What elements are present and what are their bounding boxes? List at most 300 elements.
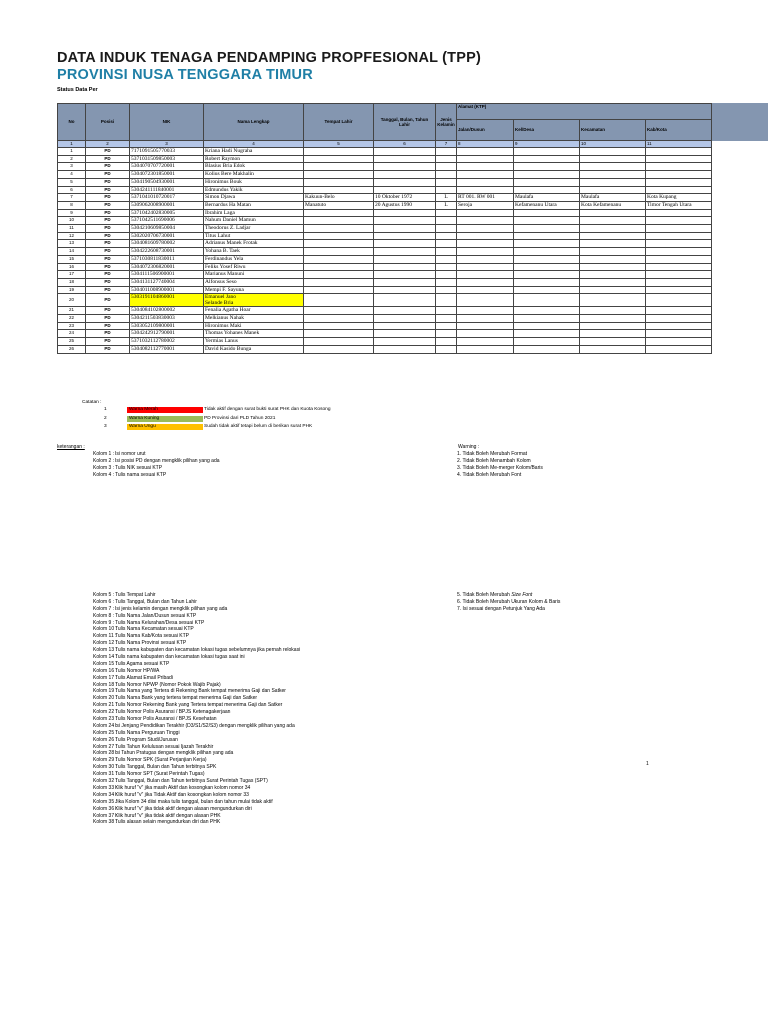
row-kecamatan xyxy=(580,294,646,307)
col-number: 8 xyxy=(457,141,514,148)
row-jalan xyxy=(457,278,514,286)
row-tempat-lahir xyxy=(304,209,374,217)
table-row xyxy=(58,338,712,346)
row-posisi: PD xyxy=(86,294,130,307)
keterangan-kolom: Kolom 16 : xyxy=(93,667,117,674)
keterangan-kolom: Kolom 7 : xyxy=(93,605,115,612)
catatan-title: Catatan : xyxy=(82,400,102,405)
row-jenis-kelamin: L xyxy=(436,194,457,202)
legend-color-box: Warna Ungu xyxy=(127,424,203,430)
col-number: 10 xyxy=(580,141,646,148)
row-posisi: PD xyxy=(86,232,130,240)
row-jenis-kelamin xyxy=(436,232,457,240)
row-nik: 5304072301850001 xyxy=(130,171,204,179)
row-kecamatan xyxy=(580,178,646,186)
keterangan-desc: Tulis Program Studi/Jurusan xyxy=(115,736,178,743)
keterangan-desc: Tulis Nama yang Tertera di Rekening Bank tempat menerima Gaji dan Satker xyxy=(115,688,286,695)
row-tanggal-lahir xyxy=(374,338,436,346)
row-jenis-kelamin xyxy=(436,248,457,256)
row-desa xyxy=(514,322,580,330)
keterangan-desc: Isi Jenjang Pendidikan Terakhir (D3/S1/S2/S3) dengan mengklik pilihan yang ada xyxy=(115,722,295,729)
row-no: 14 xyxy=(58,248,86,256)
keterangan-desc: Tulis Nama Jalan/Dusun sesuai KTP xyxy=(115,612,197,619)
row-tanggal-lahir xyxy=(374,322,436,330)
row-jalan xyxy=(457,307,514,315)
row-nik: 5371042511690006 xyxy=(130,217,204,225)
legend-number: 1 xyxy=(104,407,107,412)
row-kab: Kota Kupang xyxy=(646,194,712,202)
warning-item: 2. Tidak Boleh Menambah Kolom xyxy=(457,457,531,464)
row-tanggal-lahir xyxy=(374,178,436,186)
row-kecamatan xyxy=(580,307,646,315)
table-row xyxy=(58,148,712,156)
warning-list-1 xyxy=(457,451,543,479)
row-posisi: PD xyxy=(86,278,130,286)
row-kab xyxy=(646,178,712,186)
row-desa xyxy=(514,209,580,217)
row-tanggal-lahir: 20 Agustus 1990 xyxy=(374,201,436,209)
row-nik: 5302020706730001 xyxy=(130,232,204,240)
row-no: 22 xyxy=(58,315,86,323)
row-kecamatan xyxy=(580,338,646,346)
keterangan-kolom: Kolom 11 : xyxy=(93,633,117,640)
row-tempat-lahir xyxy=(304,148,374,156)
row-posisi: PD xyxy=(86,315,130,323)
keterangan-desc: Tulis Alamat Email Pribadi xyxy=(115,674,173,681)
row-no: 2 xyxy=(58,155,86,163)
row-desa xyxy=(514,338,580,346)
row-kecamatan xyxy=(580,255,646,263)
row-jenis-kelamin xyxy=(436,171,457,179)
keterangan-kolom: Kolom 38 : xyxy=(93,819,117,826)
row-tanggal-lahir xyxy=(374,315,436,323)
row-nik: 5304082112770001 xyxy=(130,345,204,353)
row-jalan xyxy=(457,232,514,240)
keterangan-desc: Tulis NIK sesuai KTP xyxy=(115,464,163,471)
row-jenis-kelamin xyxy=(436,217,457,225)
row-nik: 5309062008900001 xyxy=(130,201,204,209)
row-tanggal-lahir xyxy=(374,232,436,240)
keterangan-kolom: Kolom 15 : xyxy=(93,660,117,667)
row-tempat-lahir xyxy=(304,294,374,307)
row-posisi: PD xyxy=(86,255,130,263)
row-tanggal-lahir xyxy=(374,217,436,225)
row-jalan xyxy=(457,186,514,194)
keterangan-kolom: Kolom 22 : xyxy=(93,709,117,716)
header-desa: Kel/Desa xyxy=(514,120,580,141)
keterangan-kolom: Kolom 32 : xyxy=(93,778,117,785)
row-kab xyxy=(646,232,712,240)
row-desa xyxy=(514,330,580,338)
keterangan-kolom: Kolom 26 : xyxy=(93,736,117,743)
header-no: No xyxy=(58,104,86,141)
keterangan-desc: Jika Kolom 34 diisi maka tulis tanggal, bulan dan tahun mulai tidak aktif xyxy=(115,798,273,805)
row-posisi: PD xyxy=(86,201,130,209)
keterangan-desc: Tulis Tanggal, Bulan dan Tahun terbitnya Surat Perintah Tugas (SPT) xyxy=(115,778,268,785)
warning-item-emph: Size Font xyxy=(511,592,533,598)
row-desa xyxy=(514,248,580,256)
warning-title: Warning : xyxy=(458,444,480,450)
row-jenis-kelamin xyxy=(436,209,457,217)
keterangan-desc: Klik huruf "v" jika masih Aktif dan kosongkan kolom nomor 34 xyxy=(115,784,251,791)
keterangan-desc: Isi jenis kelamin dengan mengklik pilihan yang ada xyxy=(115,605,228,612)
row-nik: 5304084102800002 xyxy=(130,307,204,315)
row-nama xyxy=(204,294,304,307)
row-tempat-lahir: Manatuto xyxy=(304,201,374,209)
row-kecamatan xyxy=(580,155,646,163)
row-kab xyxy=(646,240,712,248)
row-nik: 5304190504930001 xyxy=(130,178,204,186)
row-nama: Kriana Hadi Nugraha xyxy=(204,148,304,156)
row-nik: 7171091505770033 xyxy=(130,148,204,156)
row-desa xyxy=(514,217,580,225)
row-no: 10 xyxy=(58,217,86,225)
row-kab xyxy=(646,294,712,307)
row-no: 4 xyxy=(58,171,86,179)
keterangan-kolom: Kolom 24 : xyxy=(93,722,117,729)
table-row xyxy=(58,278,712,286)
row-jenis-kelamin xyxy=(436,240,457,248)
row-nik: 5304222608730001 xyxy=(130,248,204,256)
table-row xyxy=(58,155,712,163)
row-nama: Hironimus Maki xyxy=(204,322,304,330)
row-tempat-lahir xyxy=(304,338,374,346)
row-desa xyxy=(514,271,580,279)
warning-item xyxy=(457,592,560,599)
row-tanggal-lahir: 10 Oktober 1972 xyxy=(374,194,436,202)
row-jenis-kelamin xyxy=(436,155,457,163)
row-kab xyxy=(646,286,712,294)
row-kecamatan xyxy=(580,263,646,271)
row-nik: 5304210609850004 xyxy=(130,225,204,233)
col-number: 11 xyxy=(646,141,712,148)
table-row xyxy=(58,248,712,256)
keterangan-kolom: Kolom 10 : xyxy=(93,626,117,633)
keterangan-desc: Tulis Nama Kab/Kota sesuai KTP xyxy=(115,633,190,640)
row-nik: 5371032112780002 xyxy=(130,338,204,346)
keterangan-desc: Tulis Nomor NPWP (Nomor Pokok Wajib Pajak) xyxy=(115,681,221,688)
row-tempat-lahir xyxy=(304,322,374,330)
page-title: DATA INDUK TENAGA PENDAMPING PROPFESIONAL (TPP) xyxy=(57,50,482,66)
row-nik: 5371042402830005 xyxy=(130,209,204,217)
row-kecamatan xyxy=(580,315,646,323)
keterangan-desc: Tulis Agama sesuai KTP xyxy=(115,660,170,667)
row-kecamatan xyxy=(580,278,646,286)
row-tempat-lahir xyxy=(304,307,374,315)
table-row xyxy=(58,315,712,323)
row-kab xyxy=(646,155,712,163)
row-kecamatan xyxy=(580,248,646,256)
keterangan-desc: Isi posisi PD dengan mengklik pilihan yang ada xyxy=(115,457,220,464)
row-nama: Melkianus Nahak xyxy=(204,315,304,323)
row-jalan xyxy=(457,240,514,248)
legend-description: Sudah tidak aktif tetapi belum di berikan surat PHK xyxy=(204,424,313,429)
row-no: 21 xyxy=(58,307,86,315)
row-nama: Mempi F. Sayuna xyxy=(204,286,304,294)
keterangan-desc: Klik huruf "v" jika Tidak Aktif dan kosongkan kolom nomor 33 xyxy=(115,791,249,798)
row-desa xyxy=(514,294,580,307)
table-row xyxy=(58,171,712,179)
row-desa xyxy=(514,155,580,163)
row-nik: 5304081609780002 xyxy=(130,240,204,248)
row-kab xyxy=(646,255,712,263)
keterangan-kolom: Kolom 35 : xyxy=(93,798,117,805)
row-tempat-lahir xyxy=(304,155,374,163)
row-tempat-lahir xyxy=(304,171,374,179)
row-no: 24 xyxy=(58,330,86,338)
header-tanggal-lahir: Tanggal, Bulan, Tahun Lahir xyxy=(374,104,436,141)
row-nama: Yermias Lanus xyxy=(204,338,304,346)
row-jenis-kelamin xyxy=(436,307,457,315)
row-jenis-kelamin: L xyxy=(436,201,457,209)
row-posisi: PD xyxy=(86,263,130,271)
row-nik: 5304242912790001 xyxy=(130,330,204,338)
row-jenis-kelamin xyxy=(436,263,457,271)
keterangan-kolom: Kolom 19 : xyxy=(93,688,117,695)
row-nama: Hironimus Bouk xyxy=(204,178,304,186)
row-tempat-lahir xyxy=(304,240,374,248)
keterangan-desc: Tulis nama sesuai KTP xyxy=(115,471,167,478)
row-no: 17 xyxy=(58,271,86,279)
row-posisi: PD xyxy=(86,178,130,186)
col-number: 2 xyxy=(86,141,130,148)
row-jenis-kelamin xyxy=(436,294,457,307)
col-number: 4 xyxy=(204,141,304,148)
row-nama: Simon Djawa xyxy=(204,194,304,202)
row-tempat-lahir xyxy=(304,286,374,294)
keterangan-kolom: Kolom 14 : xyxy=(93,654,117,661)
legend-color-box: Warna Merah xyxy=(127,407,203,413)
row-no: 23 xyxy=(58,322,86,330)
row-posisi: PD xyxy=(86,217,130,225)
keterangan-kolom: Kolom 17 : xyxy=(93,674,117,681)
table-row xyxy=(58,330,712,338)
row-desa xyxy=(514,232,580,240)
row-tempat-lahir xyxy=(304,278,374,286)
row-tanggal-lahir xyxy=(374,330,436,338)
keterangan-kolom: Kolom 21 : xyxy=(93,702,117,709)
row-posisi: PD xyxy=(86,171,130,179)
row-jenis-kelamin xyxy=(436,330,457,338)
row-nama: David Kasido Bunga xyxy=(204,345,304,353)
row-jalan xyxy=(457,255,514,263)
row-nik: 5371041010720017 xyxy=(130,194,204,202)
row-no: 15 xyxy=(58,255,86,263)
keterangan-desc: Tulis Nama Kecamatan sesuai KTP xyxy=(115,626,194,633)
legend-number: 3 xyxy=(104,424,107,429)
row-no: 11 xyxy=(58,225,86,233)
row-jenis-kelamin xyxy=(436,271,457,279)
row-tanggal-lahir xyxy=(374,307,436,315)
row-tanggal-lahir xyxy=(374,155,436,163)
table-row xyxy=(58,217,712,225)
keterangan-desc: Tulis Nama Bank yang tertera tempat menerima Gaji dan Satker xyxy=(115,695,258,702)
row-desa xyxy=(514,255,580,263)
header-nik: NIK xyxy=(130,104,204,141)
row-tanggal-lahir xyxy=(374,271,436,279)
row-tanggal-lahir xyxy=(374,263,436,271)
row-desa: Maulafa xyxy=(514,194,580,202)
row-desa xyxy=(514,240,580,248)
row-kecamatan xyxy=(580,225,646,233)
keterangan-kolom: Kolom 25 : xyxy=(93,729,117,736)
row-kab: Timor Tengah Utara xyxy=(646,201,712,209)
row-kecamatan xyxy=(580,209,646,217)
row-tempat-lahir xyxy=(304,248,374,256)
row-jalan: Seroja xyxy=(457,201,514,209)
table-row xyxy=(58,201,712,209)
row-no: 18 xyxy=(58,278,86,286)
table-row xyxy=(58,307,712,315)
keterangan-kolom: Kolom 34 : xyxy=(93,791,117,798)
warning-item: 6. Tidak Boleh Merubah Ukuran Kolom & Baris xyxy=(457,598,561,605)
keterangan-desc: Isi Tahun Pratugas dengan mengklik pilihan yang ada xyxy=(115,750,234,757)
row-kecamatan xyxy=(580,286,646,294)
row-posisi: PD xyxy=(86,240,130,248)
row-nik: 5304070707720001 xyxy=(130,163,204,171)
status-label: Status Data Per xyxy=(57,87,98,93)
row-tanggal-lahir xyxy=(374,225,436,233)
warning-list-2 xyxy=(457,592,560,613)
table-row xyxy=(58,232,712,240)
data-table xyxy=(57,103,712,354)
keterangan-desc: Tulis Nomor Rekening Bank yang Tertera tempat menerima Gaji dan Satker xyxy=(115,702,283,709)
keterangan-desc: Tulis Tanggal, Bulan dan Tahun Lahir xyxy=(115,598,197,605)
row-no: 26 xyxy=(58,345,86,353)
row-posisi: PD xyxy=(86,155,130,163)
row-jalan xyxy=(457,248,514,256)
keterangan-desc: Tulis Nama Kelurahan/Desa sesuai KTP xyxy=(115,619,205,626)
row-jalan xyxy=(457,263,514,271)
row-nama: Ferdinandus Yela xyxy=(204,255,304,263)
header-posisi: Posisi xyxy=(86,104,130,141)
row-kecamatan xyxy=(580,171,646,179)
row-tempat-lahir xyxy=(304,271,374,279)
keterangan-kolom: Kolom 20 : xyxy=(93,695,117,702)
column-number-row xyxy=(58,141,712,148)
row-nama: Nahum Daniel Mamun xyxy=(204,217,304,225)
row-kab xyxy=(646,225,712,233)
row-kecamatan xyxy=(580,186,646,194)
row-posisi: PD xyxy=(86,286,130,294)
row-no: 1 xyxy=(58,148,86,156)
row-nama-line: Emanuel Jano xyxy=(205,294,237,301)
keterangan-kolom: Kolom 37 : xyxy=(93,812,117,819)
row-kab xyxy=(646,338,712,346)
keterangan-desc: Tulis Tanggal, Bulan dan Tahun terbitnya SPK xyxy=(115,764,217,771)
keterangan-desc: Tulis Nomor Polis Asuransi / BPJS Kesehatan xyxy=(115,716,217,723)
keterangan-kolom: Kolom 6 : xyxy=(93,598,115,605)
row-posisi: PD xyxy=(86,209,130,217)
row-tempat-lahir xyxy=(304,225,374,233)
keterangan-kolom: Kolom 31 : xyxy=(93,771,117,778)
keterangan-kolom: Kolom 29 : xyxy=(93,757,117,764)
keterangan-desc: Tulis Tempat Lahir xyxy=(115,592,156,598)
keterangan-kolom: Kolom 36 : xyxy=(93,805,117,812)
row-jalan xyxy=(457,225,514,233)
row-jalan xyxy=(457,217,514,225)
row-kecamatan xyxy=(580,217,646,225)
row-nama-line: Selande Bria xyxy=(205,300,234,307)
row-kecamatan xyxy=(580,163,646,171)
table-row xyxy=(58,178,712,186)
row-posisi: PD xyxy=(86,186,130,194)
row-desa xyxy=(514,307,580,315)
header-tempat-lahir: Tempat Lahir xyxy=(304,104,374,141)
keterangan-kolom: Kolom 28 : xyxy=(93,750,117,757)
row-desa xyxy=(514,178,580,186)
header-side-panel xyxy=(711,103,768,141)
row-nama: Ibrahim Laga xyxy=(204,209,304,217)
col-number: 1 xyxy=(58,141,86,148)
legend-description: Tidak aktif dengan surat bukti surat PHK dan Kuota Kosong xyxy=(204,407,331,412)
row-tempat-lahir xyxy=(304,178,374,186)
col-number: 3 xyxy=(130,141,204,148)
row-nama: Edmundus Yakik xyxy=(204,186,304,194)
row-jalan: RT 001. RW 001 xyxy=(457,194,514,202)
row-jalan xyxy=(457,322,514,330)
row-no: 8 xyxy=(58,201,86,209)
row-jalan xyxy=(457,286,514,294)
row-jenis-kelamin xyxy=(436,322,457,330)
warning-item: 3. Tidak Boleh Me-merger Kolom/Baris xyxy=(457,464,543,471)
row-nama: Titus Lahut xyxy=(204,232,304,240)
row-posisi: PD xyxy=(86,163,130,171)
row-nik: 5304072306820001 xyxy=(130,263,204,271)
row-kab xyxy=(646,271,712,279)
table-row xyxy=(58,322,712,330)
row-jenis-kelamin xyxy=(436,225,457,233)
row-tanggal-lahir xyxy=(374,278,436,286)
row-jenis-kelamin xyxy=(436,278,457,286)
keterangan-desc: Tulis nama kabupaten dan kecamatan lokasi tugas saat ini xyxy=(115,654,245,661)
row-jalan xyxy=(457,338,514,346)
row-nama: Alfonsus Seso xyxy=(204,278,304,286)
keterangan-kolom: Kolom 2 : xyxy=(93,457,115,464)
row-kab xyxy=(646,171,712,179)
warning-item: 4. Tidak Boleh Merubah Font xyxy=(457,471,522,478)
row-tempat-lahir xyxy=(304,345,374,353)
row-jalan xyxy=(457,148,514,156)
keterangan-kolom: Kolom 3 : xyxy=(93,464,115,471)
row-nama: Theodorus Z. Ladjar xyxy=(204,225,304,233)
table-row xyxy=(58,345,712,353)
col-number: 7 xyxy=(436,141,457,148)
row-kab xyxy=(646,278,712,286)
row-kab xyxy=(646,330,712,338)
row-jenis-kelamin xyxy=(436,186,457,194)
header-jalan: Jalan/Dusun xyxy=(457,120,514,141)
row-jenis-kelamin xyxy=(436,255,457,263)
col-number: 6 xyxy=(374,141,436,148)
row-tanggal-lahir xyxy=(374,248,436,256)
row-nama: Feliks Yosef Riwu xyxy=(204,263,304,271)
row-nik: 5304011008900001 xyxy=(130,286,204,294)
row-nama: Kolius Bere Makhalin xyxy=(204,171,304,179)
row-kab xyxy=(646,315,712,323)
row-desa xyxy=(514,263,580,271)
row-nama: Marianus Manuni xyxy=(204,271,304,279)
row-jalan xyxy=(457,315,514,323)
row-no: 3 xyxy=(58,163,86,171)
row-kecamatan xyxy=(580,345,646,353)
row-no: 12 xyxy=(58,232,86,240)
row-tanggal-lahir xyxy=(374,345,436,353)
row-posisi: PD xyxy=(86,271,130,279)
header-jenis-kelamin: Jenis Kelamin xyxy=(436,104,457,141)
row-nik: 5303191104860001 xyxy=(130,294,204,307)
keterangan-desc: Tulis Nama Perguruan Tinggi xyxy=(115,729,180,736)
